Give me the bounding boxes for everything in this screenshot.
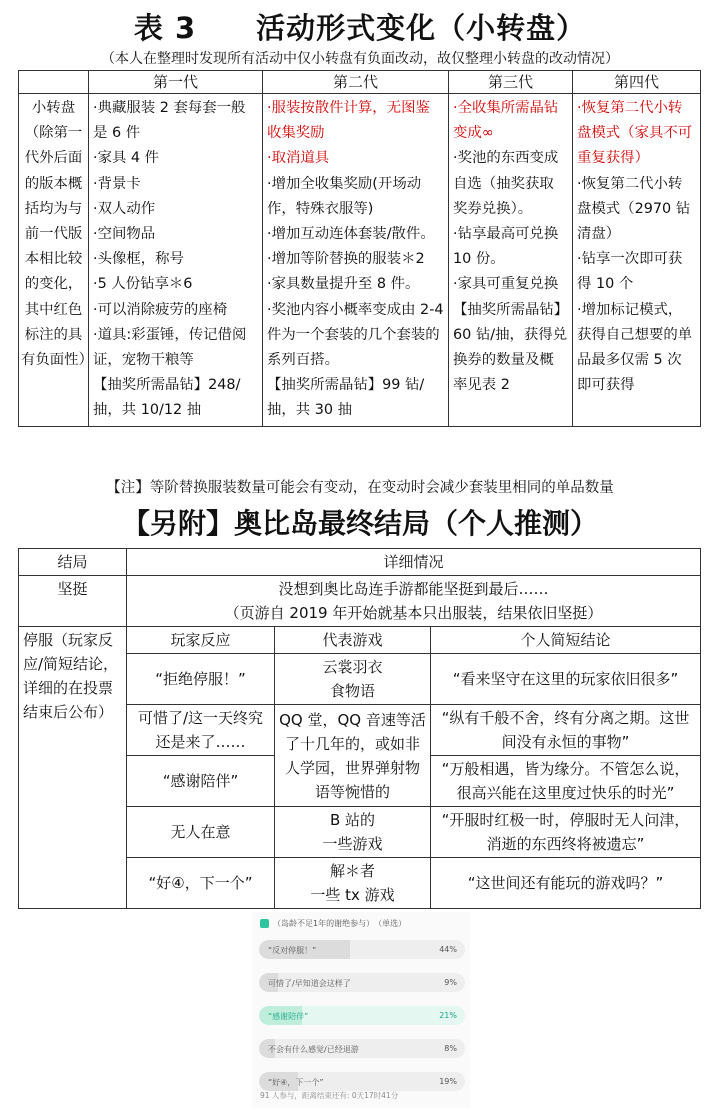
jianting-line2: （页游自 2019 年开始就基本只出服装，结果依旧坚挺） bbox=[224, 604, 603, 622]
change-item: ·空间物品 bbox=[93, 226, 156, 243]
change-item: ·道具:彩蛋锤，传记借阅证，宠物干粮等 bbox=[93, 326, 247, 369]
poll-option-label: 不会有什么感觉/已经退游 bbox=[268, 1045, 359, 1054]
row-jianting bbox=[19, 576, 701, 627]
poll-option-percent: 9% bbox=[444, 978, 457, 987]
note-top: （本人在整理时发现所有活动中仅小转盘有负面改动，故仅整理小转盘的改动情况） bbox=[101, 51, 619, 67]
poll-option-label: “反对停服！” bbox=[268, 946, 317, 955]
poll-header bbox=[260, 918, 406, 929]
table3-row bbox=[19, 94, 701, 427]
ending-jianting: 坚挺 bbox=[19, 576, 127, 627]
change-item: 【抽奖所需晶钻】248/抽，共 10/12 抽 bbox=[93, 377, 241, 419]
change-item: 【抽奖所需晶钻】99 钻/抽，共 30 抽 bbox=[267, 377, 425, 419]
poll-footer: 91 人参与，距离结束还有: 0天17时41分 bbox=[260, 1091, 399, 1100]
change-item: ·奖池的东西变成自选（抽奖获取奖券兑换）。 bbox=[453, 150, 559, 217]
change-item: ·家具可重复兑换 bbox=[453, 276, 559, 293]
change-item: ·双人动作 bbox=[93, 200, 156, 217]
table-ending bbox=[18, 548, 701, 909]
poll-option[interactable] bbox=[259, 1072, 465, 1091]
change-item: ·增加等阶替换的服装＊2 bbox=[267, 251, 425, 268]
poll-option-label: “感谢陪伴” bbox=[268, 1012, 309, 1021]
jianting-detail bbox=[127, 576, 701, 627]
change-item: ·钻享最高可兑换 10 份。 bbox=[453, 226, 559, 268]
negative-change-item: ·全收集所需晶钻变成∞ bbox=[453, 100, 559, 142]
change-item: ·典藏服装 2 套每套一般是 6 件 bbox=[93, 100, 246, 142]
negative-change-item: ·恢复第二代小转盘模式（家具不可重复获得） bbox=[577, 100, 693, 167]
table3-corner bbox=[19, 71, 89, 94]
header-gen3: 第三代 bbox=[449, 71, 573, 94]
header-ending: 结局 bbox=[19, 549, 127, 576]
ending-title: 【另附】奥比岛最终结局（个人推测） bbox=[121, 507, 598, 540]
gen3-cell bbox=[449, 94, 573, 427]
negative-change-item: ·取消道具 bbox=[267, 150, 330, 167]
reaction-cell: “感谢陪伴” bbox=[127, 756, 275, 807]
gen4-cell bbox=[573, 94, 701, 427]
poll-option-percent: 44% bbox=[439, 945, 457, 954]
table3-header-row bbox=[19, 71, 701, 94]
poll-chart-icon bbox=[260, 919, 269, 928]
jianting-line1: 没想到奥比岛连手游都能坚挺到最后…… bbox=[278, 580, 549, 598]
reaction-cell: 可惜了/这一天终究还是来了…… bbox=[127, 705, 275, 756]
poll-option-percent: 8% bbox=[444, 1044, 457, 1053]
sub-header-conclusion: 个人简短结论 bbox=[431, 627, 701, 654]
poll-title: （岛龄不足1年的谢绝参与） （单选） bbox=[273, 919, 407, 928]
gen1-cell bbox=[89, 94, 263, 427]
change-item: ·5 人份钻享＊6 bbox=[93, 276, 193, 293]
change-item: ·增加全收集奖励(开场动作，特殊衣服等) bbox=[267, 175, 422, 217]
ending-tingfu: 停服（玩家反应/简短结论，详细的在投票结束后公布） bbox=[19, 627, 127, 909]
conclusion-cell: “这世间还有能玩的游戏吗？” bbox=[431, 858, 701, 909]
poll-option-percent: 19% bbox=[439, 1077, 457, 1086]
conclusion-cell: “开服时红极一时，停服时无人问津，消逝的东西终将被遗忘” bbox=[431, 807, 701, 858]
header-gen4: 第四代 bbox=[573, 71, 701, 94]
change-item: ·奖池内容小概率变成由 2-4 件为一个套装的几个套装的系列百搭。 bbox=[267, 301, 444, 369]
poll-option[interactable] bbox=[259, 940, 465, 959]
change-item: ·家具 4 件 bbox=[93, 150, 160, 167]
change-item: 【抽奖所需晶钻】60 钻/抽，获得兑换券的数量及概率见表 2 bbox=[453, 301, 568, 394]
note-bottom: 【注】等阶替换服装数量可能会有变动，在变动时会减少套装里相同的单品数量 bbox=[106, 480, 614, 496]
conclusion-cell: “看来坚守在这里的玩家依旧很多” bbox=[431, 654, 701, 705]
reaction-cell: “好④，下一个” bbox=[127, 858, 275, 909]
games-cell-merged: QQ 堂，QQ 音速等活了十几年的，或如非人学园，世界弹射物语等惋惜的 bbox=[275, 705, 431, 807]
change-item: ·增加互动连体套装/散件。 bbox=[267, 226, 435, 243]
poll-option-label: 可惜了/早知道会这样了 bbox=[268, 979, 351, 988]
poll-option[interactable] bbox=[259, 1006, 465, 1025]
games-cell: 云裳羽衣 食物语 bbox=[275, 654, 431, 705]
poll-card bbox=[252, 912, 470, 1108]
poll-option[interactable] bbox=[259, 1039, 465, 1058]
change-item: ·可以消除疲劳的座椅 bbox=[93, 301, 228, 318]
table4-header-row bbox=[19, 549, 701, 576]
sub-header-games: 代表游戏 bbox=[275, 627, 431, 654]
gen2-cell bbox=[263, 94, 449, 427]
change-item: ·钻享一次即可获得 10 个 bbox=[577, 251, 683, 293]
conclusion-cell: “万般相遇，皆为缘分。不管怎么说，很高兴能在这里度过快乐的时光” bbox=[431, 756, 701, 807]
games-cell: B 站的 一些游戏 bbox=[275, 807, 431, 858]
change-item: ·背景卡 bbox=[93, 175, 141, 192]
sub-header-reaction: 玩家反应 bbox=[127, 627, 275, 654]
header-gen2: 第二代 bbox=[263, 71, 449, 94]
sub-header-row bbox=[19, 627, 701, 654]
row-head-xiaozhuanpan: 小转盘（除第一代外后面的版本概括均为与前一代版本相比较的变化，其中红色标注的具有负面性） bbox=[19, 94, 89, 427]
change-item: ·家具数量提升至 8 件。 bbox=[267, 276, 420, 293]
header-gen1: 第一代 bbox=[89, 71, 263, 94]
negative-change-item: ·服装按散件计算，无图鉴收集奖励 bbox=[267, 100, 430, 142]
header-details: 详细情况 bbox=[127, 549, 701, 576]
change-item: ·恢复第二代小转盘模式（2970 钻清盘） bbox=[577, 175, 691, 243]
reaction-cell: 无人在意 bbox=[127, 807, 275, 858]
reaction-cell: “拒绝停服！” bbox=[127, 654, 275, 705]
poll-option-label: “好④，下一个” bbox=[268, 1078, 324, 1087]
games-cell: 解＊者 一些 tx 游戏 bbox=[275, 858, 431, 909]
change-item: ·头像框，称号 bbox=[93, 251, 184, 268]
change-item: ·增加标记模式，获得自己想要的单品最多仅需 5 次即可获得 bbox=[577, 301, 693, 394]
poll-option-percent: 21% bbox=[439, 1011, 457, 1020]
table-3 bbox=[18, 70, 701, 427]
conclusion-cell: “纵有千般不舍，终有分离之期。这世间没有永恒的事物” bbox=[431, 705, 701, 756]
table3-title: 表 3 活动形式变化（小转盘） bbox=[133, 11, 587, 45]
poll-option[interactable] bbox=[259, 973, 465, 992]
